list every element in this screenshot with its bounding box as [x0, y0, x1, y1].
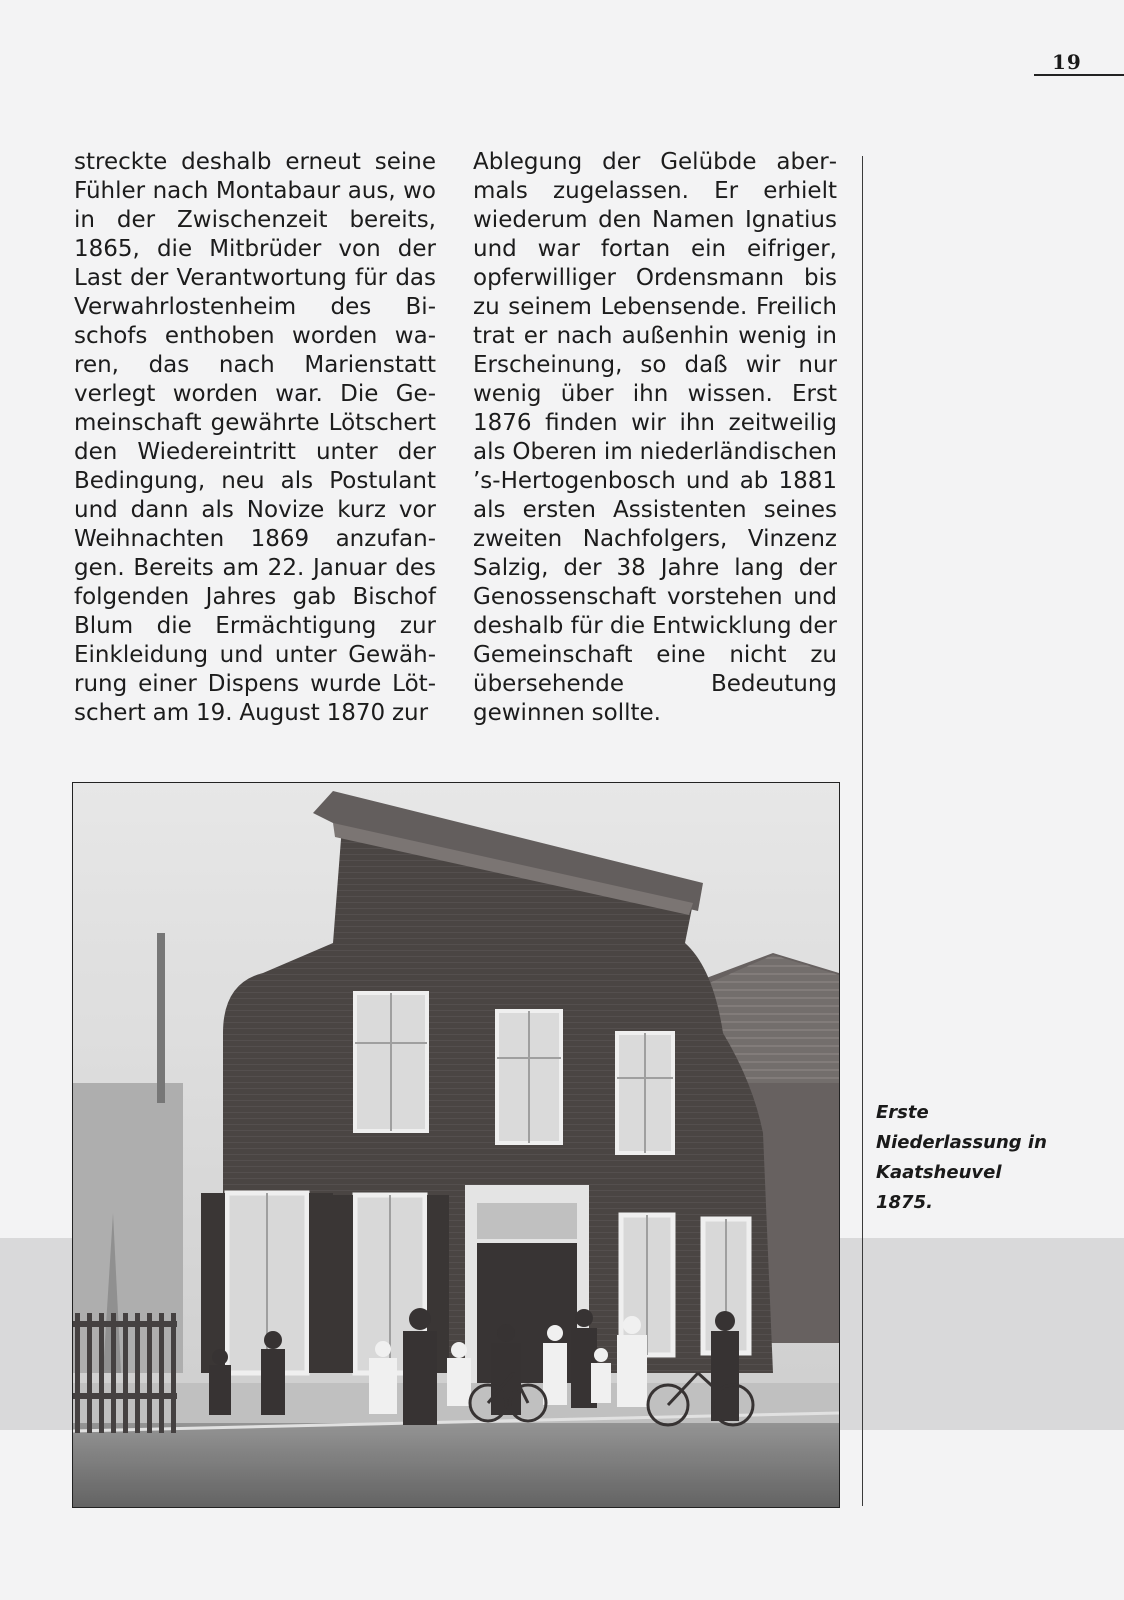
photo-caption — [876, 1098, 1106, 1218]
caption-line-1: Erste — [876, 1102, 929, 1123]
caption-line-3: Kaatsheuvel — [876, 1162, 1002, 1183]
text-column-left: streckte deshalb erneut seine Fühler nach Montabaur aus, wo in der Zwischenzeit bereits, 1865, die Mitbrüder von der Last der Verantwortung für das Verwahrlostenheim des Bischofs enthoben worden waren, das nach Marienstatt verlegt worden war. Die Gemeinschaft gewährte Lötschert den Wiedereintritt unter der Bedingung, neu als Postulant und dann als Novize kurz vor Weihnachten 1869 anzufangen. Bereits am 22. Januar des folgenden Jahres gab Bischof Blum die Ermächtigung zur Einkleidung und unter Gewährung einer Dispens wurde Lötschert am 19. August 1870 zur — [74, 149, 436, 726]
page-number: 19 — [1052, 50, 1082, 74]
caption-line-4: 1875. — [876, 1192, 933, 1213]
margin-vertical-rule — [862, 156, 863, 1506]
historical-photo — [72, 782, 840, 1508]
page-number-rule — [1034, 74, 1124, 76]
caption-line-2: Niederlassung in — [876, 1132, 1047, 1153]
text-column-right: Ablegung der Gelübde abermals zugelassen. Er erhielt wiederum den Namen Ignatius und war fortan ein eifriger, opferwilliger Ordensmann bis zu seinem Lebensende. Freilich trat er nach außenhin wenig in Erscheinung, so daß wir nur wenig über ihn wissen. Erst 1876 finden wir ihn zeitweilig als Oberen im niederländischen ’s-Hertogenbosch und ab 1881 als ersten Assistenten seines zweiten Nachfolgers, Vinzenz Salzig, der 38 Jahre lang der Genossenschaft vorstehen und deshalb für die Entwicklung der Gemeinschaft eine nicht zu übersehende Bedeutung gewinnen sollte. — [473, 149, 837, 726]
building-photo-illustration — [73, 783, 839, 1507]
